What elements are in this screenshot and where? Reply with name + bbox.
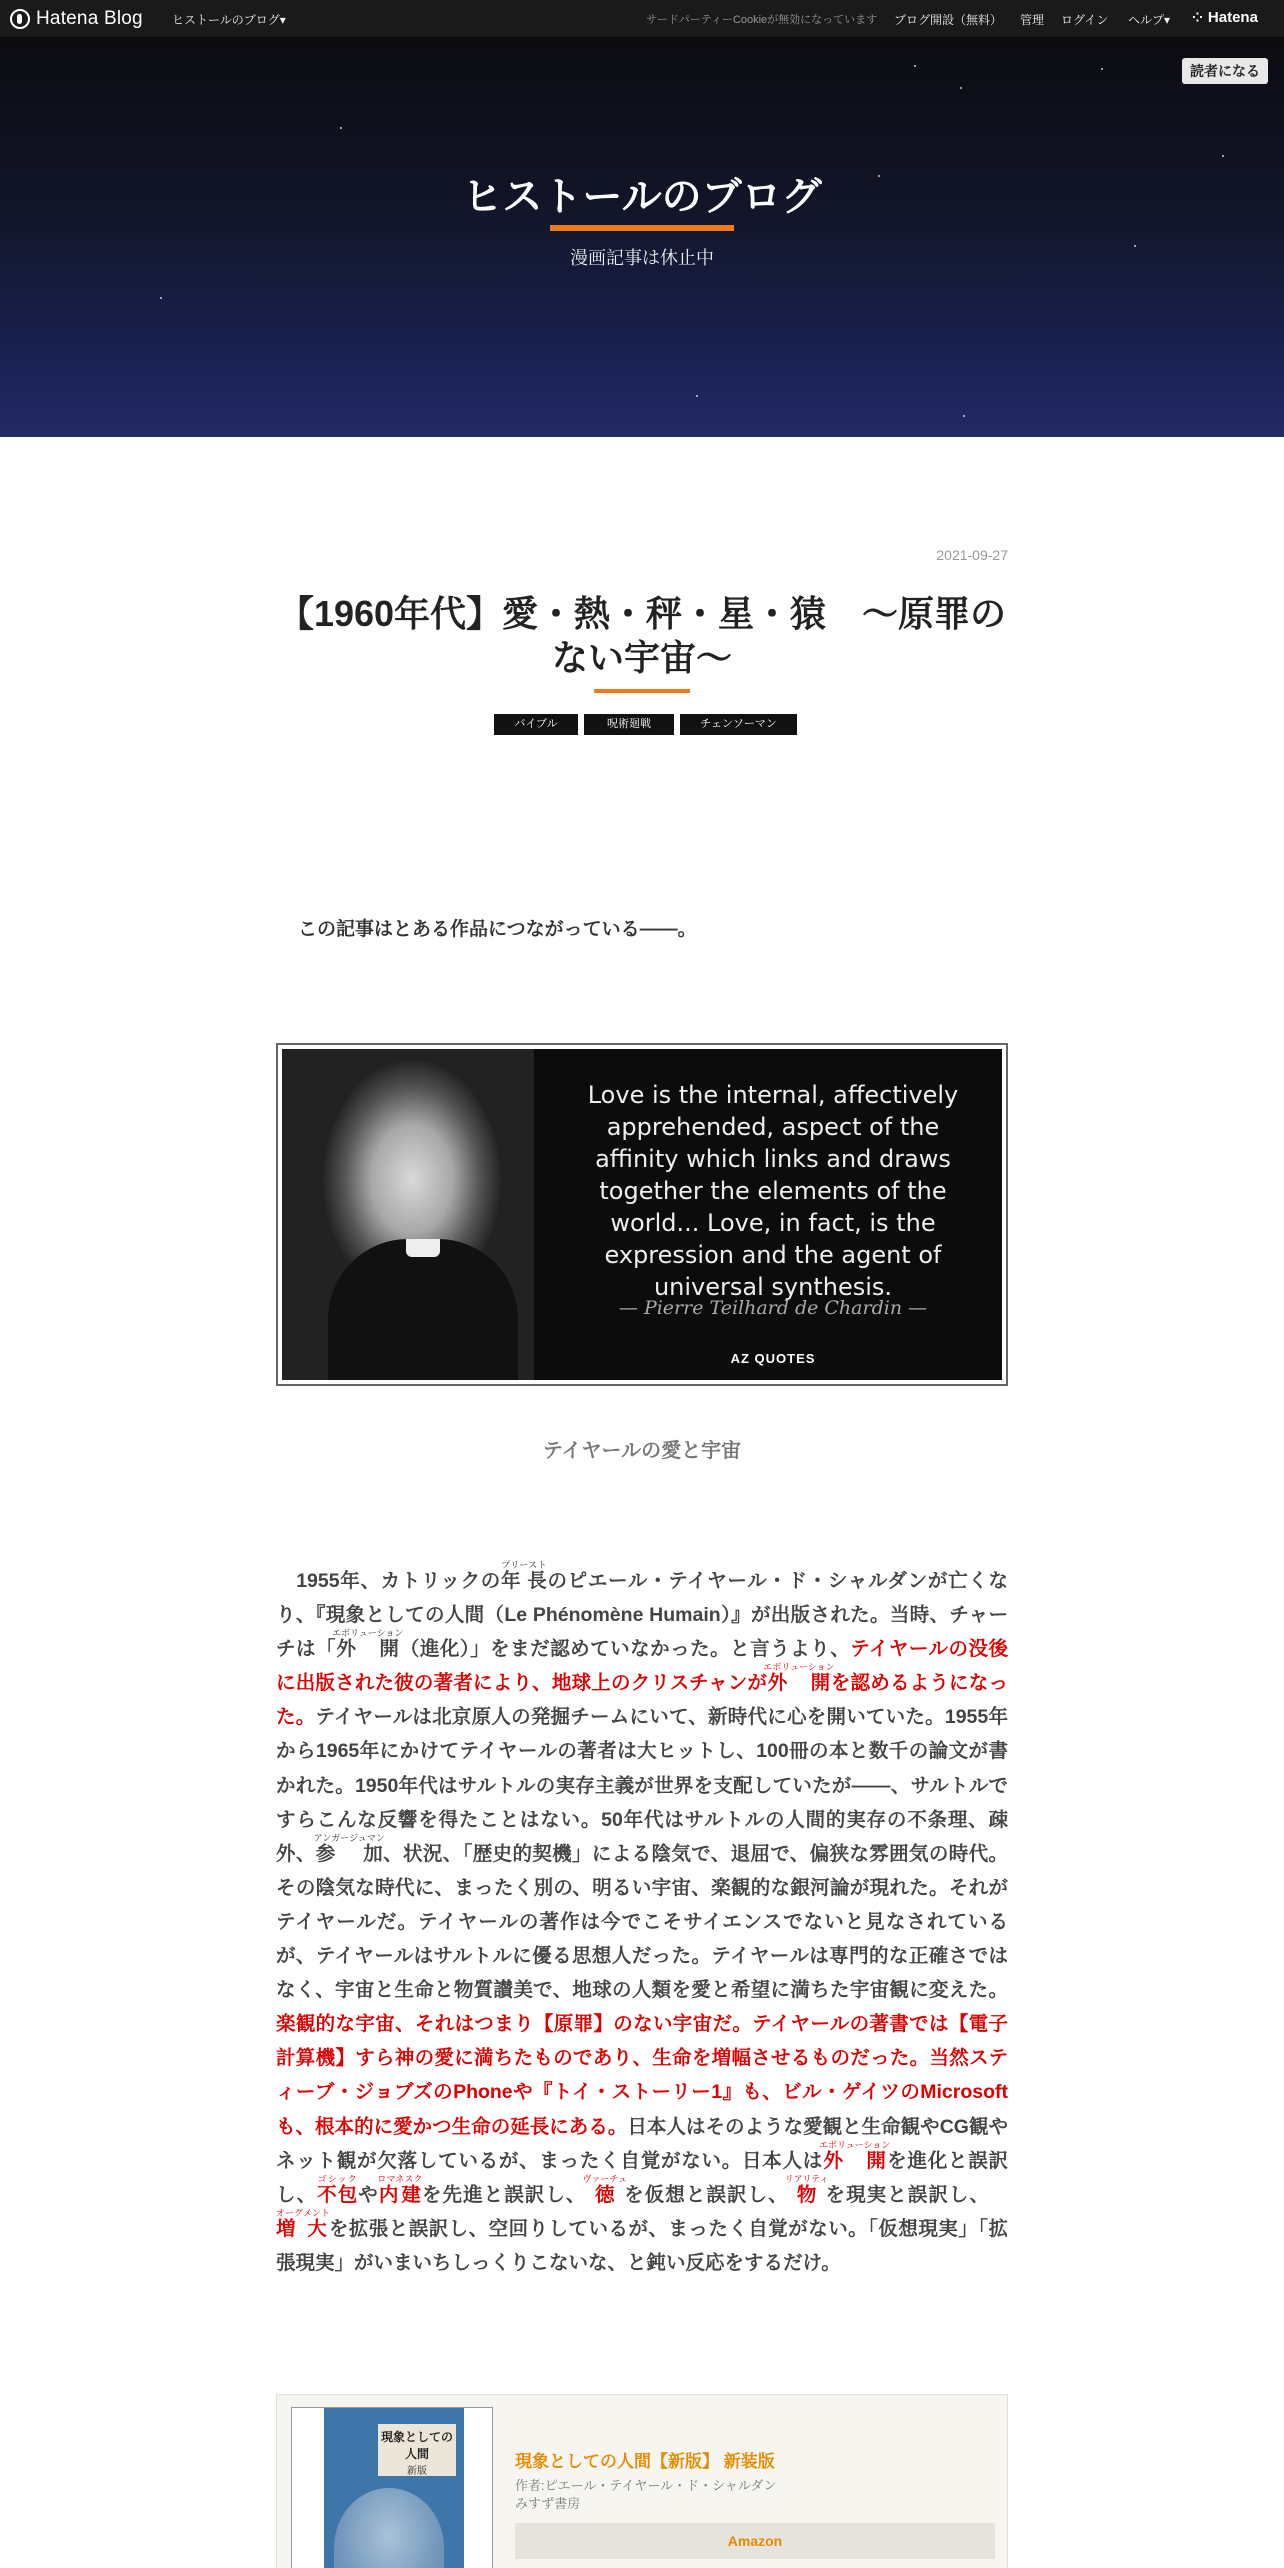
entry-title-underline (594, 689, 690, 693)
teilhard-portrait (282, 1049, 534, 1380)
hatena-logo[interactable] (1192, 9, 1258, 26)
help-dropdown[interactable]: ヘルプ▾ (1128, 13, 1171, 27)
quote-text: Love is the internal, affectively apprehended, aspect of the affinity which links and draws together the elements of the world... Love, in fact, is the expression and the agent of universal synthesis. (587, 1081, 959, 1301)
start-blog-link[interactable]: ブログ開設（無料） (894, 13, 1003, 27)
cookie-notice: サードパーティーCookieが無効になっています (646, 14, 878, 26)
quote-author: — Pierre Teilhard de Chardin — (618, 1297, 928, 1319)
entry-date[interactable]: 2021-09-27 (936, 547, 1008, 563)
blog-menu-dropdown[interactable]: ヒストールのブログ▾ (172, 13, 286, 27)
book-author: 作者:ピエール・テイヤール・ド・シャルダン (515, 2478, 777, 2493)
tag-bible[interactable]: バイブル (494, 714, 578, 735)
entry-intro: この記事はとある作品につながっている――。 (298, 919, 697, 940)
blog-description: 漫画記事は休止中 (570, 248, 714, 268)
subscribe-button[interactable]: 読者になる (1182, 58, 1268, 84)
entry-title[interactable]: 【1960年代】愛・熱・秤・星・猿 〜原罪のない宇宙〜 (277, 593, 1007, 678)
book-publisher: みすず書房 (515, 2496, 581, 2511)
hatena-blog-logo-icon (10, 9, 30, 29)
quote-image (276, 1043, 1008, 1386)
hatena-logo-text: Hatena (1207, 9, 1258, 26)
book-title-link[interactable]: 現象としての人間【新版】 新装版 (515, 2452, 775, 2471)
brand-text: Hatena Blog (36, 8, 143, 29)
entry-body-paragraph: 1955年、カトリックの年 長プリーストのピエール・テイヤール・ド・シャルダンが亡くなり、『現象としての人間（Le Phénomène Humain）』が出版された。当時、チャーチは「外 開エボリューション（進化）」をまだ認めていなかった。と言うより、テイヤールの没後に出版された彼の著者により、地球上のクリスチャンが外 開エボリューションを認めるようになった。テイヤールは北京原人の発掘チームにいて、新時代に心を開いていた。1955年から1965年にかけてテイヤールの著者は大ヒットし、100冊の本と数千の論文が書かれた。1950年代はサルトルの実存主義が世界を支配していたが――、サルトルですらこんな反響を得たことはない。50年代はサルトルの人間的実存の不条理、疎外、参 加アンガージュマン、状況、「歴史的契機」による陰気で、退屈で、偏狭な雰囲気の時代。その陰気な時代に、まったく別の、明るい宇宙、楽観的な銀河論が現れた。それがテイヤールだ。テイヤールの著作は今でこそサイエンスでないと見なされているが、テイヤールはサルトルに優る思想人だった。テイヤールは専門的な正確さではなく、宇宙と生命と物質讃美で、地球の人類を愛と希望に満ちた宇宙観に変えた。楽観的な宇宙、それはつまり【原罪】のない宇宙だ。テイヤールの著書では【電子計算機】すら神の愛に満ちたものであり、生命を増幅させるものだった。当然スティーブ・ジョブズのPhoneや『トイ・ストーリー1』も、ビル・ゲイツのMicrosoftも、根本的に愛かつ生命の延長にある。日本人はそのような愛観と生命観やCG観やネット観が欠落しているが、まったく自覚がない。日本人は外 開エボリューションを進化と誤訳し、不包ゴシックや内建ロマネスクを先進と誤訳し、徳ヴァーチュを仮想と誤訳し、物リアリティを現実と誤訳し、増 大オーグメントを拡張と誤訳し、空回りしているが、まったく自覚がない。「仮想現実」「拡張現実」がいまいちしっくりこないな、と鈍い反応をするだけ。 (276, 1560, 1008, 2274)
login-link[interactable]: ログイン (1061, 13, 1109, 27)
blog-title[interactable]: ヒストールのブログ (462, 175, 822, 219)
book-cover-image (324, 2408, 464, 2568)
book-cover-link[interactable] (291, 2407, 493, 2568)
blog-title-underline (550, 225, 734, 231)
book-cover-subtitle: 新版 (407, 2466, 427, 2477)
tag-chainsaw-man[interactable]: チェンソーマン (680, 714, 797, 735)
blog-header (0, 37, 1284, 437)
tag-jujutsu-kaisen[interactable]: 呪術廻戦 (584, 714, 674, 735)
hatena-blog-logo[interactable] (10, 8, 143, 30)
azquotes-logo: AZ QUOTES (730, 1351, 816, 1366)
image-caption: テイヤールの愛と宇宙 (542, 1440, 742, 1462)
amazon-button[interactable]: Amazon (515, 2523, 995, 2559)
manage-link[interactable]: 管理 (1020, 13, 1045, 27)
hatena-dots-icon: ⁘ (1192, 9, 1203, 25)
entry-tags (494, 714, 797, 735)
global-header (0, 0, 1284, 37)
amazon-product-card (276, 2394, 1008, 2568)
book-cover-title: 現象としての人間 (380, 2430, 453, 2461)
